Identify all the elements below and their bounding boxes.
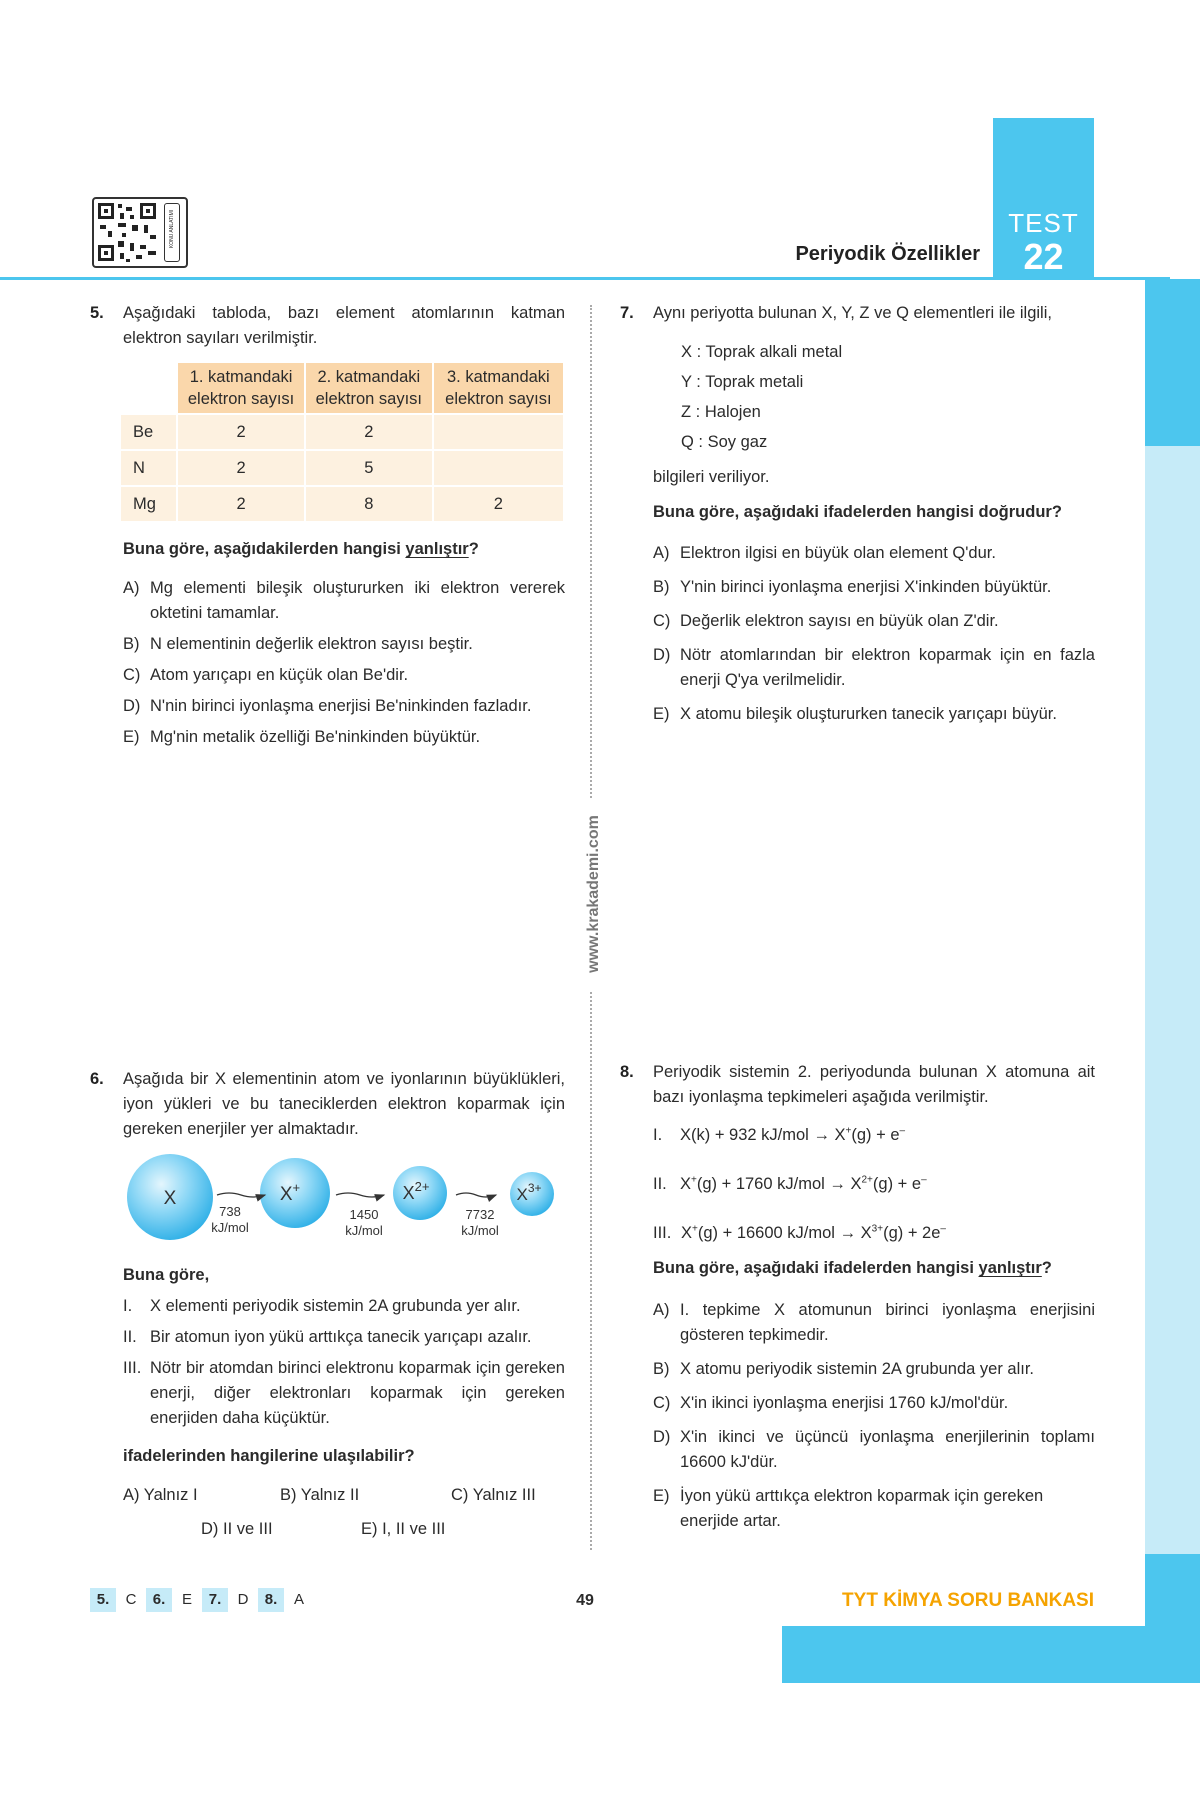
statement-3: III. Nötr bir atomdan birinci elektronu koparmak için gereken enerji, diğer elektronları koparmak için gereken enerjiden daha küçüktür. [123, 1359, 565, 1427]
info-item: X : Toprak alkali metal [681, 343, 843, 361]
statement-1: I. X elementi periyodik sistemin 2A grubunda yer alır. [123, 1297, 521, 1315]
table-cell [433, 450, 564, 486]
qr-side-label: KONU ANLATIMI [164, 203, 180, 262]
option-a[interactable]: A) Yalnız I [123, 1486, 198, 1504]
option-d[interactable]: D) II ve III [201, 1520, 273, 1538]
section-title: Periyodik Özellikler [795, 243, 980, 265]
option-d[interactable]: D) X'in ikinci ve üçüncü iyonlaşma enerjilerinin toplamı 16600 kJ'dür. [653, 1428, 1095, 1471]
qr-code [92, 197, 188, 268]
column-header: 3. katmandaki elektron sayısı [433, 362, 564, 414]
particle-charge: 2+ [414, 1179, 430, 1194]
energy-value: 7732 [465, 1207, 495, 1222]
table-cell: 2 [305, 414, 433, 450]
element-info-list [681, 337, 1095, 457]
option-b[interactable]: B) X atomu periyodik sistemin 2A grubunda yer alır. [653, 1360, 1035, 1378]
column-header: 2. katmandaki elektron sayısı [305, 362, 433, 414]
table-cell: 5 [305, 450, 433, 486]
reaction-1: I. X(k) + 932 kJ/mol → X+(g) + e– [653, 1125, 906, 1144]
question-5 [90, 301, 565, 750]
arrow-icon [336, 1193, 384, 1197]
answer-key-question: 5. [90, 1588, 116, 1612]
option-a[interactable]: A) Elektron ilgisi en büyük olan element Q'dur. [653, 544, 996, 562]
option-c[interactable]: C) Değerlik elektron sayısı en büyük olan Z'dir. [653, 612, 999, 630]
electron-table [119, 361, 565, 523]
question-number: 6. [90, 1070, 104, 1088]
option-e[interactable]: E) İyon yükü arttıkça elektron koparmak için gereken enerjide artar. [653, 1487, 1044, 1530]
particle-charge: + [292, 1180, 301, 1195]
table-corner [120, 362, 177, 414]
energy-unit: kJ/mol [211, 1220, 249, 1235]
options-list [653, 541, 1095, 727]
particle-label: X [516, 1185, 528, 1204]
option-a[interactable]: A) Mg elementi bileşik oluştururken iki elektron vererek oktetini tamamlar. [123, 579, 565, 622]
table-cell [433, 414, 564, 450]
option-d[interactable]: D) Nötr atomlarından bir elektron koparmak için en fazla enerji Q'ya verilmelidir. [653, 646, 1095, 689]
question-7 [620, 301, 1095, 727]
particle-x [127, 1154, 213, 1240]
option-c[interactable]: C) X'in ikinci iyonlaşma enerjisi 1760 kJ/mol'dür. [653, 1394, 1009, 1412]
option-e[interactable]: E) X atomu bileşik oluştururken tanecik yarıçapı büyür. [653, 705, 1057, 723]
answer-key-question: 8. [258, 1588, 284, 1612]
question-intro: Aynı periyotta bulunan X, Y, Z ve Q elementleri ile ilgili, [653, 304, 1052, 322]
table-cell: 2 [177, 414, 305, 450]
arrow-icon [217, 1193, 265, 1197]
table-row [120, 450, 564, 486]
particle-x-3plus [510, 1172, 554, 1216]
option-c[interactable]: C) Atom yarıçapı en küçük olan Be'dir. [123, 666, 409, 684]
page-number: 49 [576, 1592, 594, 1609]
answer-key-answer: A [293, 1591, 304, 1608]
options-grid [123, 1483, 565, 1553]
option-b[interactable]: B) Yalnız II [280, 1486, 360, 1504]
reaction-3: III. X+(g) + 16600 $kJ/mol \to X^{3+}(g) + 2e^-$ [653, 1223, 946, 1242]
watermark: www.krakademi.com [577, 800, 607, 990]
option-b[interactable]: B) Y'nin birinci iyonlaşma enerjisi X'inkinden büyüktür. [653, 578, 1052, 596]
row-element: Be [120, 414, 177, 450]
table-cell: 8 [305, 486, 433, 522]
question-number: 7. [620, 304, 634, 322]
arrow-icon [456, 1193, 496, 1197]
side-bar-light [1145, 446, 1200, 1556]
question-intro: Aşağıdaki tabloda, bazı element atomlarının katman elektron sayıları verilmiştir. [123, 304, 565, 347]
option-b[interactable]: B) N elementinin değerlik elektron sayısı beştir. [123, 635, 473, 653]
info-item: Q : Soy gaz [681, 433, 768, 451]
question-intro: Aşağıda bir X elementinin atom ve iyonlarının büyüklükleri, iyon yükleri ve bu taneciklerden elektron koparmak için gereken enerjiler yer almaktadır. [123, 1070, 565, 1138]
row-element: N [120, 450, 177, 486]
particle-x-2plus [393, 1166, 447, 1220]
brand-main: KİMYA SORU BANKASI [883, 1590, 1094, 1611]
statement-2: II. Bir atomun iyon yükü arttıkça tanecik yarıçapı azalır. [123, 1328, 532, 1346]
answer-key-answer: D [237, 1591, 249, 1608]
question-ask: ifadelerinden hangilerine ulaşılabilir? [123, 1447, 415, 1465]
column-header: 1. katmandaki elektron sayısı [177, 362, 305, 414]
statements-list [123, 1294, 565, 1431]
prompt-keyword: yanlıştır [978, 1259, 1042, 1277]
energy-unit: kJ/mol [345, 1223, 383, 1238]
option-e[interactable]: E) I, II ve III [361, 1520, 446, 1538]
question-prompt: Buna göre, aşağıdaki ifadelerden hangisi yanlıştır? [653, 1259, 1052, 1277]
particle-label: X [279, 1184, 293, 1205]
prompt-keyword: yanlıştır [405, 540, 469, 558]
table-row [120, 486, 564, 522]
side-bar-dark [1145, 279, 1200, 446]
energy-value: 1450 [349, 1207, 379, 1222]
table-cell: 2 [177, 486, 305, 522]
answer-key-question: 6. [146, 1588, 172, 1612]
test-number: 22 [1023, 236, 1064, 277]
options-list [123, 576, 565, 750]
brand-footer [842, 1590, 1094, 1612]
question-prompt: Buna göre, aşağıdakilerden hangisi yanlıştır? [123, 540, 479, 558]
particle-charge: 3+ [527, 1181, 542, 1195]
option-e[interactable]: E) Mg'nin metalik özelliği Be'ninkinden büyüktür. [123, 728, 481, 746]
reactions-list [653, 1123, 1095, 1246]
question-number: 8. [620, 1063, 634, 1081]
brand-prefix: TYT [842, 1590, 884, 1611]
table-cell: 2 [177, 450, 305, 486]
options-list [653, 1298, 1095, 1534]
ion-size-diagram [120, 1150, 580, 1250]
option-d[interactable]: D) N'nin birinci iyonlaşma enerjisi Be'ninkinden fazladır. [123, 697, 532, 715]
question-6 [90, 1067, 565, 1142]
energy-unit: kJ/mol [461, 1223, 499, 1238]
question-6-body [123, 1263, 565, 1553]
particle-x-plus [260, 1158, 330, 1228]
reaction-2: II. X+(g) + 1760 $kJ/mol \to X^{2+}(g) + e^-$ [653, 1174, 927, 1193]
answer-key-answer: C [125, 1591, 137, 1608]
row-element: Mg [120, 486, 177, 522]
info-item: Z : Halojen [681, 403, 761, 421]
answer-key-answer: E [181, 1591, 192, 1608]
option-a[interactable]: A) I. tepkime X atomunun birinci iyonlaşma enerjisini gösteren tepkimedir. [653, 1301, 1095, 1344]
info-item: Y : Toprak metali [681, 373, 804, 391]
question-number: 5. [90, 304, 104, 322]
particle-label: X [163, 1188, 177, 1209]
option-c[interactable]: C) Yalnız III [451, 1486, 536, 1504]
answer-key-question: 7. [202, 1588, 228, 1612]
side-bar-bottom [1145, 1554, 1200, 1626]
question-prompt: Buna göre, aşağıdaki ifadelerden hangisi doğrudur? [653, 503, 1062, 521]
question-intro: Periyodik sistemin 2. periyodunda bulunan X atomuna ait bazı iyonlaşma tepkimeleri aşağıda verilmiştir. [653, 1063, 1095, 1106]
table-row [120, 414, 564, 450]
bottom-bar [782, 1626, 1200, 1683]
question-prompt: Buna göre, [123, 1266, 210, 1284]
particle-label: X [402, 1183, 415, 1203]
table-cell: 2 [433, 486, 564, 522]
question-after: bilgileri veriliyor. [653, 468, 770, 486]
test-label: TEST [1008, 208, 1079, 238]
question-8 [620, 1060, 1095, 1534]
qr-pattern-icon [96, 201, 160, 264]
energy-value: 738 [219, 1204, 241, 1219]
